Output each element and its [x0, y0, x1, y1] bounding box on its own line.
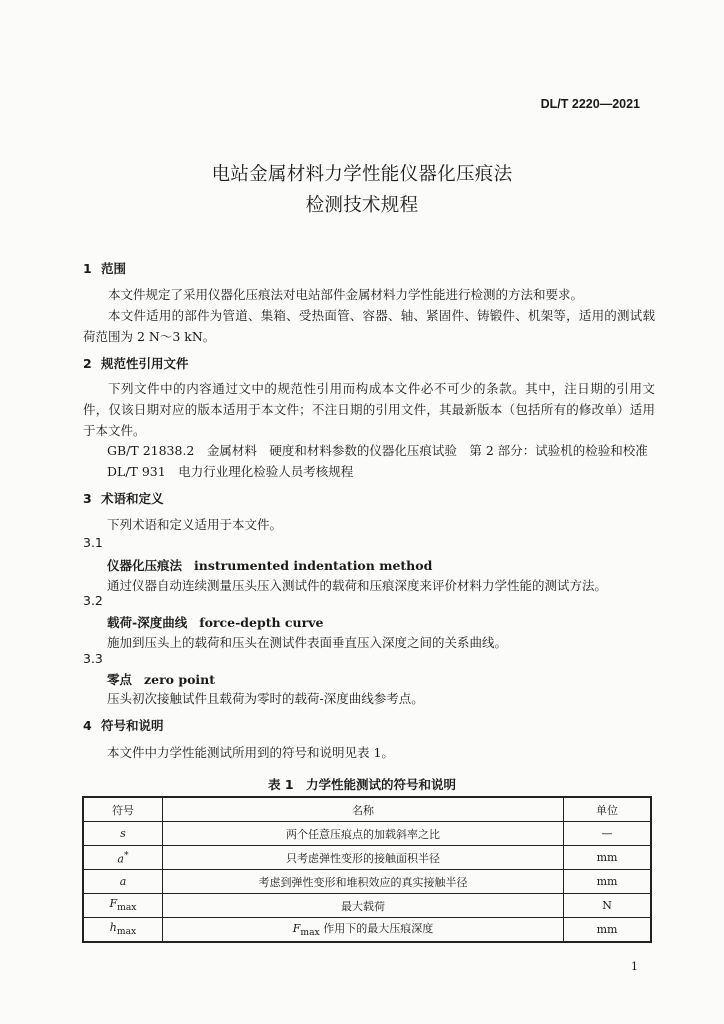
section-number: 4	[83, 718, 92, 733]
table-row	[83, 918, 651, 943]
symbol: F	[109, 897, 118, 911]
table-row	[83, 870, 651, 894]
term-definition: 通过仪器自动连续测量压头压入测试件的载荷和压痕深度来评价材料力学性能的测试方法。	[107, 578, 608, 593]
symbol: h	[109, 921, 117, 935]
inline-symbol: F	[292, 922, 301, 936]
symbol-superscript: *	[123, 849, 129, 861]
name-cell: 只考虑弹性变形的接触面积半径	[163, 846, 564, 870]
unit-cell: N	[564, 894, 652, 918]
section-title: 术语和定义	[101, 491, 164, 506]
term-title	[107, 613, 323, 631]
symbol: s	[120, 827, 126, 840]
symbols-table	[82, 796, 652, 943]
section-title: 规范性引用文件	[101, 356, 189, 371]
section-3-heading	[83, 489, 164, 507]
term-english: force-depth curve	[199, 615, 324, 630]
section-title: 符号和说明	[101, 718, 164, 733]
table-header-cell: 名称	[163, 797, 564, 822]
name-cell	[163, 918, 564, 943]
table-row	[83, 822, 651, 846]
symbol-subscript: max	[116, 926, 137, 938]
symbol: a	[119, 875, 127, 888]
term-title	[107, 670, 215, 688]
inline-symbol-subscript: max	[300, 927, 320, 939]
section-3-paragraph-1: 下列术语和定义适用于本文件。	[107, 517, 283, 532]
unit-cell: mm	[564, 870, 652, 894]
term-english: instrumented indentation method	[194, 558, 433, 573]
term-number: 3.1	[83, 535, 103, 550]
section-1-paragraph-1: 本文件规定了采用仪器化压痕法对电站部件金属材料力学性能进行检测的方法和要求。	[108, 287, 584, 302]
term-chinese: 零点	[107, 672, 133, 687]
term-number: 3.2	[83, 593, 103, 608]
symbol-cell	[83, 870, 163, 894]
name-text: 作用下的最大压痕深度	[319, 922, 434, 936]
section-4-heading	[83, 716, 164, 734]
section-number: 3	[83, 491, 92, 506]
section-1-heading	[83, 259, 126, 277]
table-header-cell: 符号	[83, 797, 163, 822]
term-definition: 施加到压头上的载荷和压头在测试件表面垂直压入深度之间的关系曲线。	[107, 635, 508, 650]
table-row	[83, 894, 651, 918]
unit-cell: mm	[564, 918, 652, 943]
section-4-paragraph-1: 本文件中力学性能测试所用到的符号和说明见表 1。	[107, 745, 394, 760]
table-caption: 表 1 力学性能测试的符号和说明	[267, 777, 457, 792]
symbol-subscript: max	[117, 902, 137, 914]
term-english: zero point	[144, 672, 216, 687]
term-definition: 压头初次接触试件且载荷为零时的载荷-深度曲线参考点。	[107, 691, 424, 706]
unit-cell: mm	[564, 846, 652, 870]
section-title: 范围	[101, 261, 127, 276]
section-number: 2	[83, 356, 92, 371]
section-number: 1	[83, 261, 92, 276]
table-header-row	[83, 797, 651, 822]
section-2-paragraph-1: 下列文件中的内容通过文中的规范性引用而构成本文件必不可少的条款。其中，注日期的引用文件，仅该日期对应的版本适用于本文件；不注日期的引用文件，其最新版本（包括所有的修改单）适用于本文件。	[83, 381, 655, 438]
normative-reference-1: GB/T 21838.2 金属材料 硬度和材料参数的仪器化压痕试验 第 2 部分：试验机的检验和校准	[107, 443, 648, 458]
name-cell: 最大载荷	[163, 894, 564, 918]
term-chinese: 仪器化压痕法	[107, 558, 183, 573]
symbol-cell	[83, 894, 163, 918]
name-cell: 考虑到弹性变形和堆积效应的真实接触半径	[163, 870, 564, 894]
term-chinese: 载荷-深度曲线	[107, 615, 188, 630]
document-title-line1: 电站金属材料力学性能仪器化压痕法	[211, 164, 513, 185]
term-title	[107, 556, 432, 574]
unit-cell: —	[564, 822, 652, 846]
symbol-cell	[83, 918, 163, 943]
term-number: 3.3	[83, 651, 103, 666]
symbol-cell	[83, 822, 163, 846]
symbol-cell	[83, 846, 163, 870]
normative-reference-2: DL/T 931 电力行业理化检验人员考核规程	[107, 464, 354, 479]
section-1-paragraph-2: 本文件适用的部件为管道、集箱、受热面管、容器、轴、紧固件、铸锻件、机架等，适用的测试载荷范围为 2 N～3 kN。	[83, 308, 655, 344]
page-number: 1	[631, 960, 638, 973]
symbol: a	[117, 852, 124, 866]
standard-code: DL/T 2220—2021	[540, 97, 640, 111]
section-2-heading	[83, 354, 189, 372]
document-title-line2: 检测技术规程	[305, 195, 419, 216]
name-cell: 两个任意压痕点的加载斜率之比	[163, 822, 564, 846]
table-row	[83, 846, 651, 870]
table-header-cell: 单位	[564, 797, 652, 822]
